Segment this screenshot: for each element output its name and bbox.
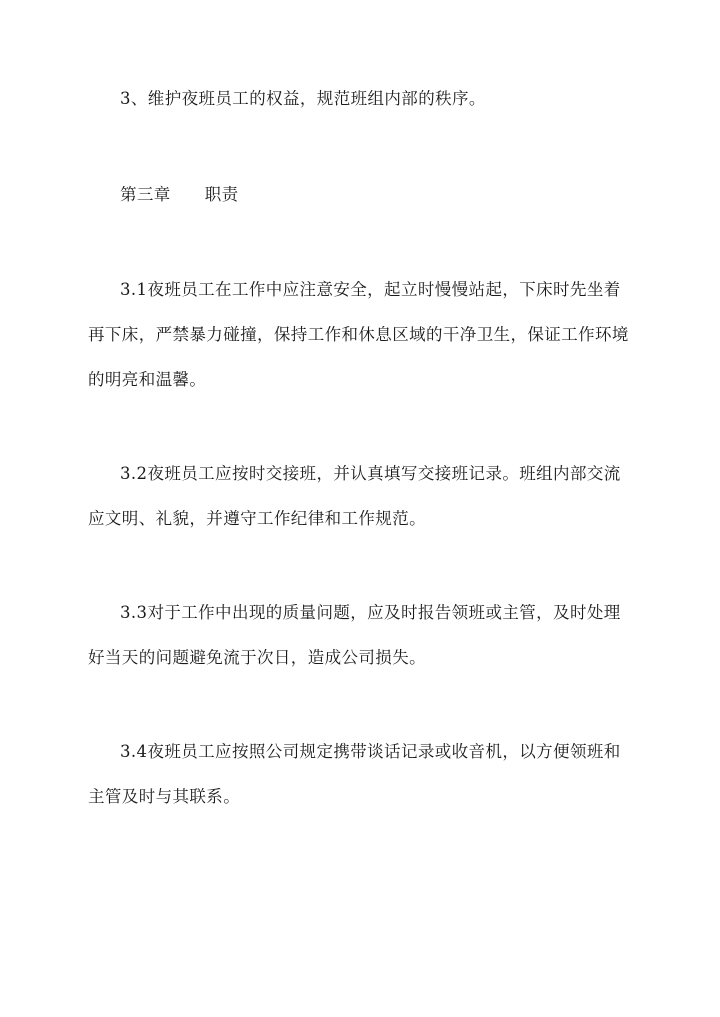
clause-3-1-line-2: 再下床，严禁暴力碰撞，保持工作和休息区域的干净卫生，保证工作环境 <box>88 325 629 344</box>
clause-3-1-line-3: 的明亮和温馨。 <box>88 370 207 389</box>
clause-3-3-line-2: 好当天的问题避免流于次日，造成公司损失。 <box>88 648 426 667</box>
chapter-heading <box>120 172 239 217</box>
item-3-paragraph <box>88 76 636 121</box>
clause-3-4-paragraph <box>88 729 636 819</box>
clause-3-4-line-1: 3.4夜班员工应按照公司规定携带谈话记录或收音机，以方便领班和 <box>120 742 621 761</box>
clause-3-2-paragraph <box>88 451 636 541</box>
chapter-title: 职责 <box>204 185 239 204</box>
chapter-number: 第三章 <box>120 185 171 204</box>
clause-3-1-paragraph <box>88 267 636 402</box>
clause-3-3-line-1: 3.3对于工作中出现的质量问题，应及时报告领班或主管，及时处理 <box>120 603 621 622</box>
clause-3-1-line-1: 3.1夜班员工在工作中应注意安全，起立时慢慢站起，下床时先坐着 <box>120 280 621 299</box>
item-3-text: 3、维护夜班员工的权益，规范班组内部的秩序。 <box>120 89 486 108</box>
clause-3-2-line-2: 应文明、礼貌，并遵守工作纪律和工作规范。 <box>88 509 426 528</box>
clause-3-3-paragraph <box>88 590 636 680</box>
clause-3-4-line-2: 主管及时与其联系。 <box>88 787 241 806</box>
clause-3-2-line-1: 3.2夜班员工应按时交接班，并认真填写交接班记录。班组内部交流 <box>120 464 621 483</box>
